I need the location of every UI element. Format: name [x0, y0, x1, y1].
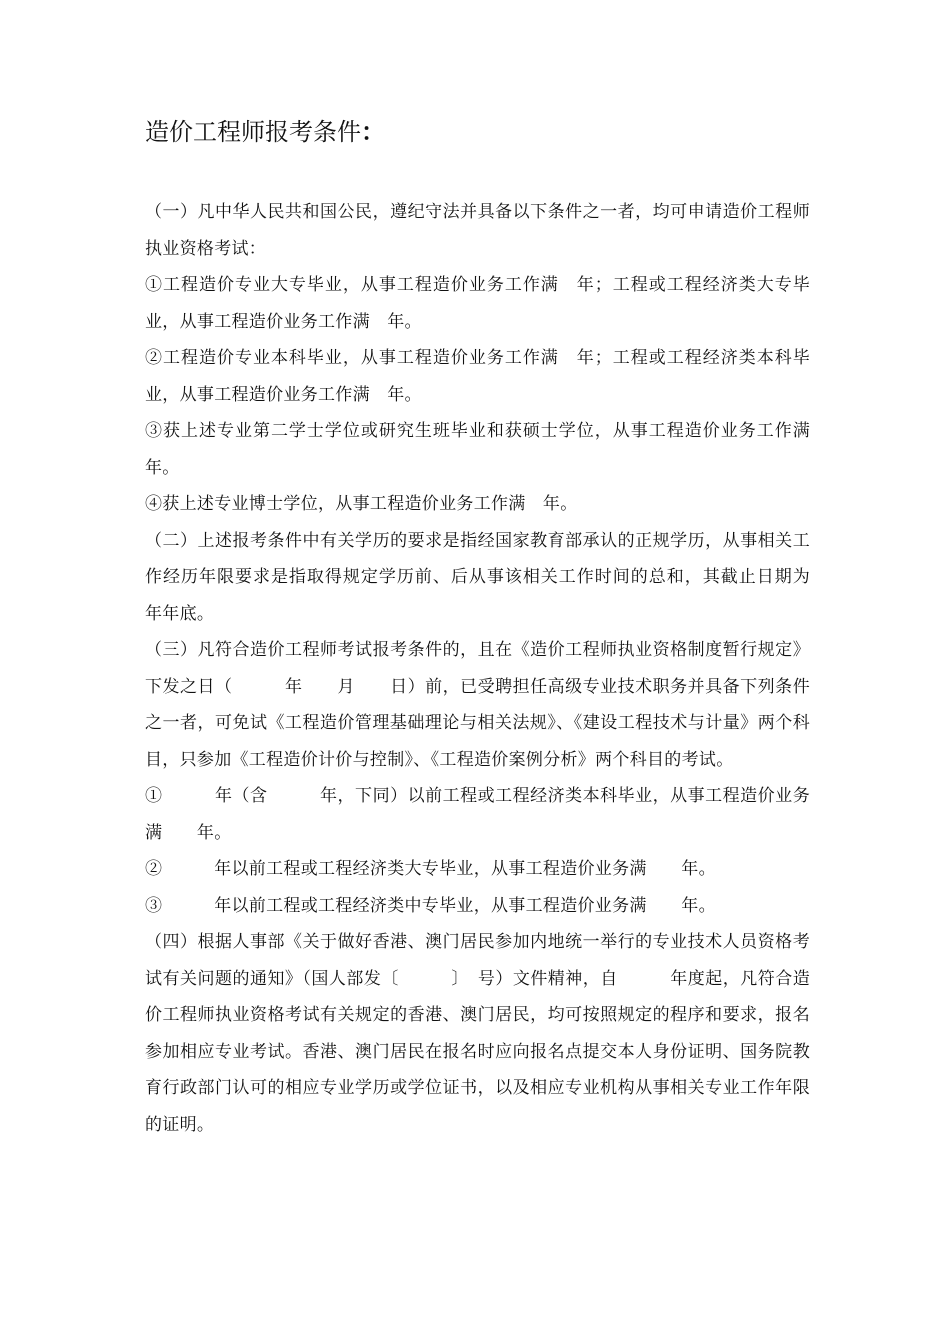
- title-text: 造价工程师报考条件: [145, 118, 361, 146]
- paragraph-condition-1: （一）凡中华人民共和国公民，遵纪守法并具备以下条件之一者，均可申请造价工程师执业资格考试：: [145, 202, 810, 259]
- paragraph-item-3-2: ② 年以前工程或工程经济类大专毕业，从事工程造价业务满 年。: [145, 859, 716, 879]
- paragraph-condition-3: （三）凡符合造价工程师考试报考条件的，且在《造价工程师执业资格制度暂行规定》下发之日（ 年 月 日）前，已受聘担任高级专业技术职务并具备下列条件之一者，可免试《工程造价管理基础理论与相关法规》、《建设工程技术与计量》两个科目，只参加《工程造价计价与控制》、《工程造价案例分析》两个科目的考试。: [145, 640, 810, 770]
- paragraph-item-1-4: ④获上述专业博士学位，从事工程造价业务工作满 年。: [145, 494, 578, 514]
- page-title: [145, 114, 810, 150]
- paragraph-item-1-3: ③获上述专业第二学士学位或研究生班毕业和获硕士学位，从事工程造价业务工作满 年。: [145, 421, 828, 478]
- title-colon: ：: [361, 117, 385, 146]
- document-page: [145, 114, 862, 1143]
- paragraph-condition-2: （二）上述报考条件中有关学历的要求是指经国家教育部承认的正规学历，从事相关工作经历年限要求是指取得规定学历前、后从事该相关工作时间的总和，其截止日期为 年年底。: [145, 530, 862, 624]
- paragraph-item-3-3: ③ 年以前工程或工程经济类中专毕业，从事工程造价业务满 年。: [145, 895, 716, 916]
- paragraph-item-3-1: ① 年（含 年，下同）以前工程或工程经济类本科毕业，从事工程造价业务满 年。: [145, 786, 810, 843]
- paragraph-item-1-2: ②工程造价专业本科毕业，从事工程造价业务工作满 年；工程或工程经济类本科毕业，从事工程造价业务工作满 年。: [145, 348, 810, 405]
- paragraph-item-1-1: ①工程造价专业大专毕业，从事工程造价业务工作满 年；工程或工程经济类大专毕业，从事工程造价业务工作满 年。: [145, 275, 810, 332]
- paragraph-condition-4: （四）根据人事部《关于做好香港、澳门居民参加内地统一举行的专业技术人员资格考试有关问题的通知》（国人部发〔 〕 号）文件精神，自 年度起，凡符合造价工程师执业资格考试有关规定的香港、澳门居民，均可按照规定的程序和要求，报名参加相应专业考试。香港、澳门居民在报名时应向报名点提交本人身份证明、国务院教育行政部门认可的相应专业学历或学位证书，以及相应专业机构从事相关专业工作年限的证明。: [145, 932, 810, 1135]
